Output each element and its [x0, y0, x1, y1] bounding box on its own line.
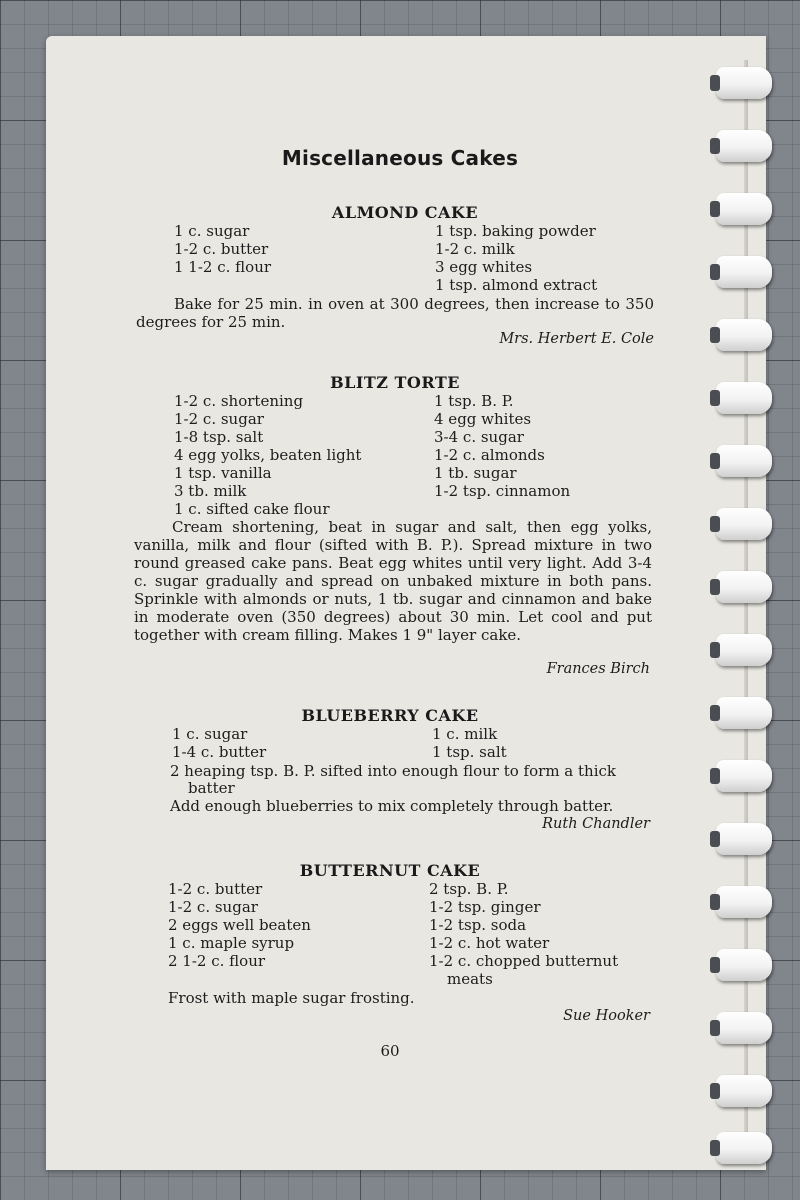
recipe-author: Mrs. Herbert E. Cole — [499, 331, 654, 347]
ingredient: meats — [447, 970, 493, 988]
ingredient: 1-2 c. sugar — [168, 898, 258, 916]
binding-ring — [716, 319, 772, 351]
binding-ring — [716, 949, 772, 981]
ingredient: 1 c. sugar — [172, 725, 248, 743]
ingredient-list-left — [174, 222, 271, 276]
ingredient: 1-2 c. butter — [168, 880, 263, 898]
ingredient: 1 c. maple syrup — [168, 934, 295, 952]
ingredient: 3-4 c. sugar — [434, 428, 524, 446]
binding-ring — [716, 508, 772, 540]
ingredient: 1-2 c. butter — [174, 240, 269, 258]
ingredient: 3 egg whites — [435, 258, 533, 276]
ingredient: 1-2 c. milk — [435, 240, 515, 258]
instruction-line: 2 heaping tsp. B. P. sifted into enough flour to form a thick — [170, 762, 616, 780]
ingredient-list-left — [168, 880, 311, 970]
binding-ring — [716, 1132, 772, 1164]
binding-ring — [716, 886, 772, 918]
ingredient: 2 1-2 c. flour — [168, 952, 266, 970]
ingredient: 1-2 tsp. soda — [429, 916, 527, 934]
ingredient: 1 1-2 c. flour — [174, 258, 272, 276]
recipe-title-butternut-cake: BUTTERNUT CAKE — [299, 861, 481, 880]
ingredient: 1-8 tsp. salt — [174, 428, 264, 446]
binding-ring — [716, 193, 772, 225]
binding-ring — [716, 1012, 772, 1044]
ingredient: 1-2 tsp. ginger — [429, 898, 541, 916]
section-heading: Miscellaneous Cakes — [281, 146, 519, 170]
ingredient-list-right — [435, 222, 597, 294]
recipe-author: Sue Hooker — [563, 1008, 650, 1024]
recipe-author: Frances Birch — [546, 661, 650, 677]
recipe-author: Ruth Chandler — [542, 816, 650, 832]
ingredient: 1-2 c. hot water — [429, 934, 550, 952]
instruction-line: Add enough blueberries to mix completely through batter. — [170, 797, 614, 815]
ingredient: 1-2 c. chopped butternut — [429, 952, 619, 970]
ingredient: 1 tb. sugar — [434, 464, 517, 482]
binding-ring — [716, 256, 772, 288]
ingredient: 1-2 c. sugar — [174, 410, 264, 428]
ingredient: 2 eggs well beaten — [168, 916, 311, 934]
ingredient: 1 tsp. vanilla — [174, 464, 272, 482]
ingredient: 4 egg yolks, beaten light — [174, 446, 362, 464]
ingredient: 1 tsp. B. P. — [434, 392, 514, 410]
recipe-title-blueberry-cake: BLUEBERRY CAKE — [301, 706, 479, 725]
page-edge — [744, 60, 748, 1160]
ingredient: 1 c. sugar — [174, 222, 250, 240]
ingredient-list-right — [429, 880, 618, 988]
ingredient: 2 tsp. B. P. — [429, 880, 509, 898]
ingredient: 1-2 c. shortening — [174, 392, 304, 410]
ingredient: 1 tsp. baking powder — [435, 222, 596, 240]
binding-ring — [716, 760, 772, 792]
ingredient: 1 c. sifted cake flour — [174, 500, 330, 518]
ingredient: 1-4 c. butter — [172, 743, 267, 761]
ingredient-list-left — [172, 725, 266, 761]
binding-ring — [716, 382, 772, 414]
binding-ring — [716, 67, 772, 99]
directions: Cream shortening, beat in sugar and salt, then egg yolks, vanilla, milk and flour (sifted with B. P.). Spread mixture in two round greased cake pans. Beat egg whites until very light. Add 3-4 c. sugar gradually and spread on unbaked mixture in both pans. Sprinkle with almonds or nuts, 1 tb. sugar and cinnamon and bake in moderate oven (350 degrees) about 30 min. Let cool and put together with cream filling. Makes 1 9" layer cake. — [134, 518, 652, 644]
binding-ring — [716, 634, 772, 666]
ingredient: 1-2 tsp. cinnamon — [434, 482, 571, 500]
ingredient: 1 tsp. almond extract — [435, 276, 598, 294]
recipe-title-blitz-torte: BLITZ TORTE — [330, 373, 460, 392]
ingredient-list-left — [174, 392, 361, 518]
page-number: 60 — [380, 1042, 400, 1060]
binding-ring — [716, 571, 772, 603]
ingredient: 1 tsp. salt — [432, 743, 507, 761]
binding-ring — [716, 823, 772, 855]
ingredient: 4 egg whites — [434, 410, 532, 428]
directions: Bake for 25 min. in oven at 300 degrees, then increase to 350 degrees for 25 min. — [136, 295, 654, 331]
instruction-line-continued: batter — [188, 779, 235, 797]
binding-ring — [716, 445, 772, 477]
recipe-title-almond-cake: ALMOND CAKE — [331, 203, 479, 222]
directions: Frost with maple sugar frosting. — [168, 989, 415, 1007]
ingredient-list-right — [432, 725, 507, 761]
binding-ring — [716, 697, 772, 729]
ingredient: 1 c. milk — [432, 725, 498, 743]
ingredient: 3 tb. milk — [174, 482, 247, 500]
binding-ring — [716, 1075, 772, 1107]
binding-ring — [716, 130, 772, 162]
ingredient: 1-2 c. almonds — [434, 446, 545, 464]
ingredient-list-right — [434, 392, 570, 500]
